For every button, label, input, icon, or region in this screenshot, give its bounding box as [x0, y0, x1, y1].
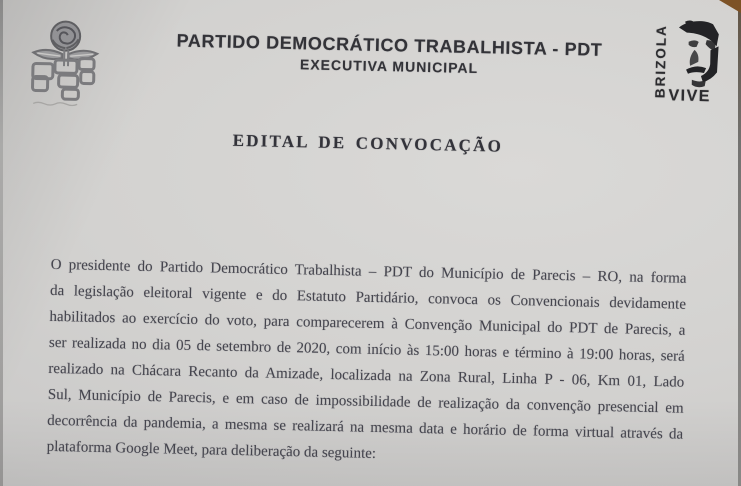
body-line: realizado na Chácara Recanto da Amizade, localizada na Zona Rural, Linha P - 06, Km 01, Lado	[48, 360, 685, 391]
brizola-face-icon	[672, 19, 721, 88]
document-title: EDITAL DE CONVOCAÇÃO	[232, 130, 504, 156]
photo-corner-background	[719, 0, 741, 13]
letterhead-subtitle: EXECUTIVA MUNICIPAL	[299, 56, 479, 77]
body-line: O presidente do Partido Democrático Trabalhista – PDT do Município de Parecis – RO, na forma	[50, 256, 687, 287]
brizola-vertical-text: BRIZOLA	[652, 23, 670, 99]
party-name: PARTIDO DEMOCRÁTICO TRABALHISTA - PDT	[176, 30, 603, 60]
brizola-vive-logo	[641, 15, 725, 119]
body-paragraph	[46, 252, 686, 474]
body-line: Sul, Município de Parecis, e em caso de impossibilidade de realização da convenção presencial em	[47, 386, 684, 417]
letterhead	[109, 28, 670, 81]
brizola-vive-text: VIVE	[668, 87, 712, 106]
body-line: ser realizada no dia 05 de setembro de 2020, com início às 15:00 horas e término à 19:00 horas, será	[48, 334, 685, 365]
body-line: da legislação eleitoral vigente e do Estatuto Partidário, convoca os Convencionais devidamente	[49, 282, 687, 313]
body-line: plataforma Google Meet, para deliberação da seguinte:	[46, 438, 377, 462]
body-line: decorrência da pandemia, a mesma se realizará na mesma data e horário de forma virtual através da	[47, 412, 684, 443]
pdt-rose-fist-logo-icon	[24, 13, 106, 107]
body-line: habilitados ao exercício do voto, para comparecerem à Convenção Municipal do PDT de Parecis, a	[49, 308, 686, 339]
